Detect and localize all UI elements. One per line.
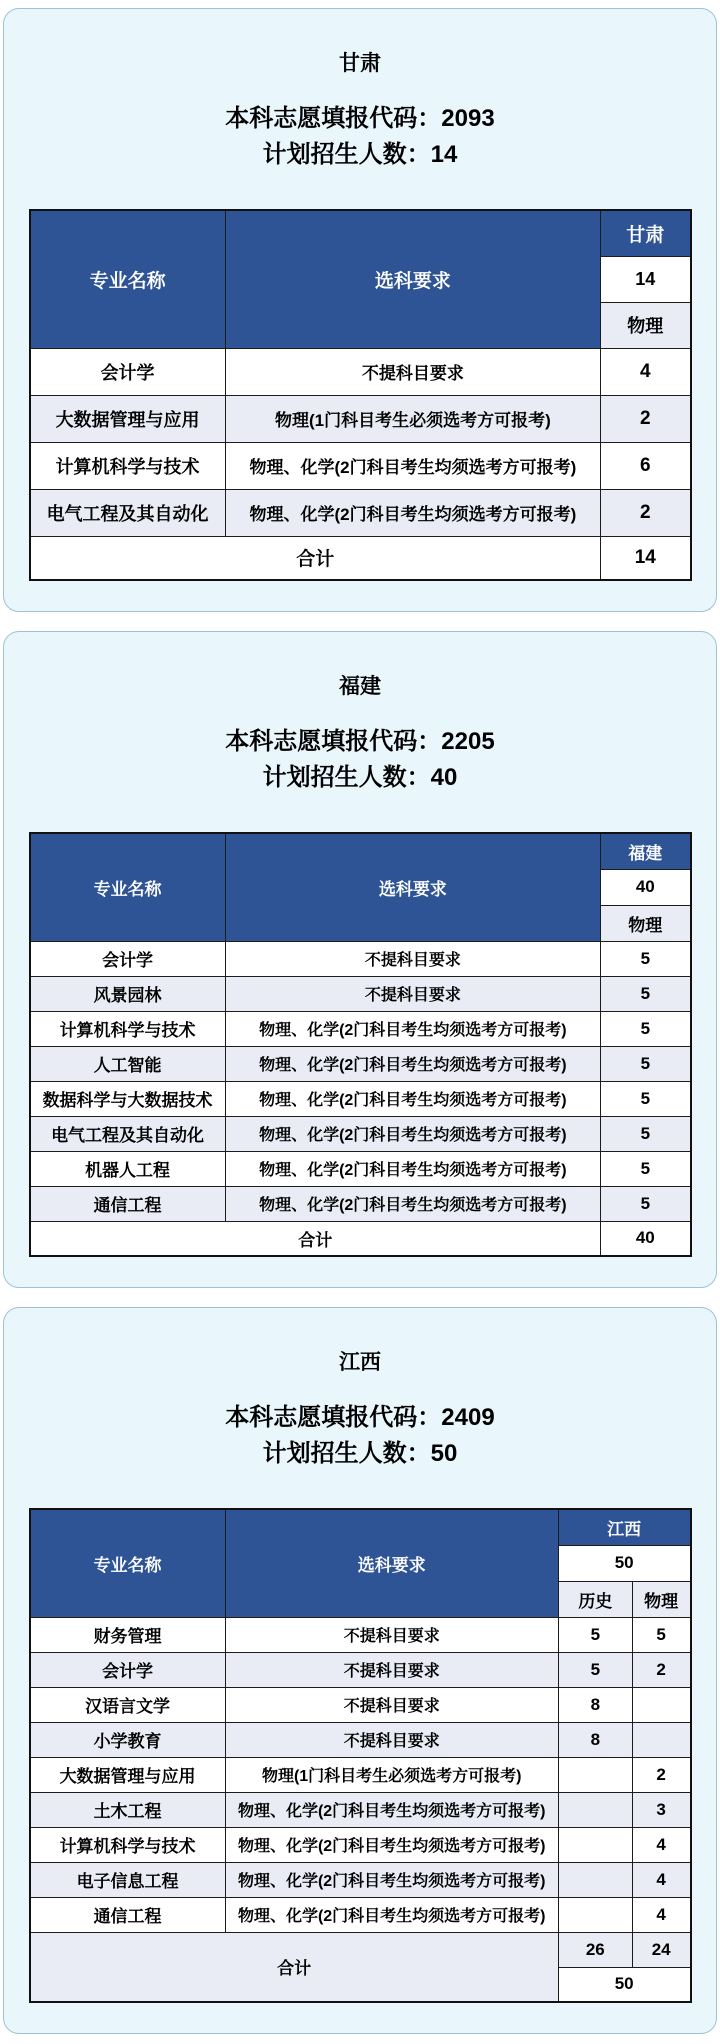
table-row xyxy=(30,1186,691,1221)
table-header xyxy=(30,833,691,941)
plan-count-cell: 2 xyxy=(601,489,691,536)
major-cell: 大数据管理与应用 xyxy=(30,395,226,442)
plan-count-cell xyxy=(558,1757,632,1792)
table-row xyxy=(30,1862,691,1897)
major-cell: 会计学 xyxy=(30,348,226,395)
requirement-cell: 物理、化学(2门科目考生均须选考方可报考) xyxy=(225,442,600,489)
plan-count-cell: 5 xyxy=(601,1046,691,1081)
major-cell: 大数据管理与应用 xyxy=(30,1757,226,1792)
plan-table-gansu xyxy=(29,209,692,581)
plan-count-line: 计划招生人数：14 xyxy=(262,141,458,168)
plan-count-cell: 5 xyxy=(558,1617,632,1652)
subject-req-col-header: 选科要求 xyxy=(225,1509,558,1617)
requirement-cell: 物理(1门科目考生必须选考方可报考) xyxy=(225,395,600,442)
province-card-gansu xyxy=(3,8,717,612)
region-total-header: 50 xyxy=(558,1545,690,1581)
total-row xyxy=(30,1932,691,1967)
major-col-header: 专业名称 xyxy=(30,210,226,348)
province-title: 甘肃 xyxy=(339,52,381,75)
requirement-cell: 不提科目要求 xyxy=(225,1652,558,1687)
table-row xyxy=(30,1046,691,1081)
requirement-cell: 不提科目要求 xyxy=(225,348,600,395)
header-row xyxy=(30,1509,691,1545)
track-header-physics: 物理 xyxy=(601,302,691,348)
region-header: 甘肃 xyxy=(601,210,691,256)
admission-code-line: 本科志愿填报代码：2409 xyxy=(225,1404,495,1431)
table-row xyxy=(30,1792,691,1827)
plan-count-cell: 4 xyxy=(601,348,691,395)
plan-count-cell: 5 xyxy=(601,941,691,976)
requirement-cell: 不提科目要求 xyxy=(225,1687,558,1722)
plan-count-cell: 4 xyxy=(632,1862,690,1897)
plan-table-fujian xyxy=(29,832,692,1257)
table-row xyxy=(30,1081,691,1116)
track-header-history: 历史 xyxy=(558,1581,632,1617)
plan-count-cell: 5 xyxy=(601,976,691,1011)
plan-count-cell: 2 xyxy=(632,1757,690,1792)
requirement-cell: 物理、化学(2门科目考生均须选考方可报考) xyxy=(225,1011,600,1046)
table-row xyxy=(30,1757,691,1792)
plan-count-cell: 5 xyxy=(558,1652,632,1687)
requirement-cell: 物理、化学(2门科目考生均须选考方可报考) xyxy=(225,1897,558,1932)
requirement-cell: 物理、化学(2门科目考生均须选考方可报考) xyxy=(225,1116,600,1151)
plan-count-cell: 5 xyxy=(632,1617,690,1652)
header-row xyxy=(30,210,691,256)
plan-count-cell: 8 xyxy=(558,1722,632,1757)
total-label-cell: 合计 xyxy=(30,1932,559,2002)
table-row xyxy=(30,442,691,489)
total-label-cell: 合计 xyxy=(30,1221,601,1256)
region-total-header: 40 xyxy=(601,869,691,905)
total-value-cell: 40 xyxy=(601,1221,691,1256)
table-body xyxy=(30,348,691,536)
requirement-cell: 不提科目要求 xyxy=(225,1722,558,1757)
admission-code-line: 本科志愿填报代码：2093 xyxy=(225,105,495,132)
plan-count-cell xyxy=(632,1687,690,1722)
major-col-header: 专业名称 xyxy=(30,833,226,941)
track-header-physics: 物理 xyxy=(601,905,691,941)
table-body xyxy=(30,1617,691,1932)
plan-count-line: 计划招生人数：50 xyxy=(262,1440,458,1467)
major-cell: 机器人工程 xyxy=(30,1151,226,1186)
total-row xyxy=(30,536,691,580)
region-header: 福建 xyxy=(601,833,691,869)
province-card-fujian xyxy=(3,631,717,1288)
subject-req-col-header: 选科要求 xyxy=(225,210,600,348)
table-row xyxy=(30,1897,691,1932)
requirement-cell: 物理、化学(2门科目考生均须选考方可报考) xyxy=(225,489,600,536)
plan-count-cell: 5 xyxy=(601,1186,691,1221)
table-footer xyxy=(30,1221,691,1256)
total-history-cell: 26 xyxy=(558,1932,632,1967)
admission-code-line: 本科志愿填报代码：2205 xyxy=(225,728,495,755)
major-cell: 电气工程及其自动化 xyxy=(30,489,226,536)
table-row xyxy=(30,1652,691,1687)
total-row xyxy=(30,1221,691,1256)
table-footer xyxy=(30,1932,691,2002)
plan-count-cell: 3 xyxy=(632,1792,690,1827)
major-cell: 通信工程 xyxy=(30,1186,226,1221)
plan-count-cell: 2 xyxy=(601,395,691,442)
major-cell: 电子信息工程 xyxy=(30,1862,226,1897)
plan-count-line: 计划招生人数：40 xyxy=(262,764,458,791)
plan-count-cell: 4 xyxy=(632,1827,690,1862)
region-header: 江西 xyxy=(558,1509,690,1545)
province-card-jiangxi xyxy=(3,1307,717,2034)
major-cell: 汉语言文学 xyxy=(30,1687,226,1722)
plan-table-jiangxi xyxy=(29,1508,692,2003)
total-value-cell: 14 xyxy=(601,536,691,580)
plan-count-cell: 5 xyxy=(601,1151,691,1186)
plan-count-cell: 6 xyxy=(601,442,691,489)
plan-count-cell: 5 xyxy=(601,1116,691,1151)
major-cell: 土木工程 xyxy=(30,1792,226,1827)
plan-count-cell xyxy=(558,1827,632,1862)
requirement-cell: 不提科目要求 xyxy=(225,941,600,976)
plan-count-cell xyxy=(632,1722,690,1757)
major-cell: 人工智能 xyxy=(30,1046,226,1081)
plan-count-cell xyxy=(558,1897,632,1932)
table-row xyxy=(30,1722,691,1757)
plan-count-cell: 5 xyxy=(601,1081,691,1116)
major-cell: 数据科学与大数据技术 xyxy=(30,1081,226,1116)
table-row xyxy=(30,1827,691,1862)
major-col-header: 专业名称 xyxy=(30,1509,226,1617)
plan-count-cell: 4 xyxy=(632,1897,690,1932)
table-row xyxy=(30,976,691,1011)
requirement-cell: 物理、化学(2门科目考生均须选考方可报考) xyxy=(225,1827,558,1862)
major-cell: 财务管理 xyxy=(30,1617,226,1652)
subject-req-col-header: 选科要求 xyxy=(225,833,600,941)
plan-count-cell: 8 xyxy=(558,1687,632,1722)
plan-count-cell: 2 xyxy=(632,1652,690,1687)
major-cell: 电气工程及其自动化 xyxy=(30,1116,226,1151)
major-cell: 计算机科学与技术 xyxy=(30,1011,226,1046)
major-cell: 计算机科学与技术 xyxy=(30,1827,226,1862)
major-cell: 计算机科学与技术 xyxy=(30,442,226,489)
table-row xyxy=(30,489,691,536)
plan-count-cell xyxy=(558,1862,632,1897)
province-title: 江西 xyxy=(339,1351,381,1374)
table-row xyxy=(30,1687,691,1722)
table-body xyxy=(30,941,691,1221)
table-header xyxy=(30,1509,691,1617)
track-header-physics: 物理 xyxy=(632,1581,690,1617)
major-cell: 风景园林 xyxy=(30,976,226,1011)
requirement-cell: 物理、化学(2门科目考生均须选考方可报考) xyxy=(225,1081,600,1116)
plan-count-cell xyxy=(558,1792,632,1827)
major-cell: 会计学 xyxy=(30,941,226,976)
total-label-cell: 合计 xyxy=(30,536,601,580)
requirement-cell: 物理(1门科目考生必须选考方可报考) xyxy=(225,1757,558,1792)
table-row xyxy=(30,1116,691,1151)
table-header xyxy=(30,210,691,348)
table-row xyxy=(30,1011,691,1046)
province-title: 福建 xyxy=(339,675,381,698)
requirement-cell: 物理、化学(2门科目考生均须选考方可报考) xyxy=(225,1792,558,1827)
major-cell: 通信工程 xyxy=(30,1897,226,1932)
major-cell: 小学教育 xyxy=(30,1722,226,1757)
table-footer xyxy=(30,536,691,580)
requirement-cell: 不提科目要求 xyxy=(225,976,600,1011)
grand-total-cell: 50 xyxy=(558,1967,690,2002)
requirement-cell: 物理、化学(2门科目考生均须选考方可报考) xyxy=(225,1046,600,1081)
header-row xyxy=(30,833,691,869)
requirement-cell: 物理、化学(2门科目考生均须选考方可报考) xyxy=(225,1186,600,1221)
plan-count-cell: 5 xyxy=(601,1011,691,1046)
total-physics-cell: 24 xyxy=(632,1932,690,1967)
table-row xyxy=(30,1151,691,1186)
major-cell: 会计学 xyxy=(30,1652,226,1687)
requirement-cell: 不提科目要求 xyxy=(225,1617,558,1652)
table-row xyxy=(30,348,691,395)
requirement-cell: 物理、化学(2门科目考生均须选考方可报考) xyxy=(225,1862,558,1897)
table-row xyxy=(30,1617,691,1652)
requirement-cell: 物理、化学(2门科目考生均须选考方可报考) xyxy=(225,1151,600,1186)
table-row xyxy=(30,941,691,976)
table-row xyxy=(30,395,691,442)
region-total-header: 14 xyxy=(601,256,691,302)
